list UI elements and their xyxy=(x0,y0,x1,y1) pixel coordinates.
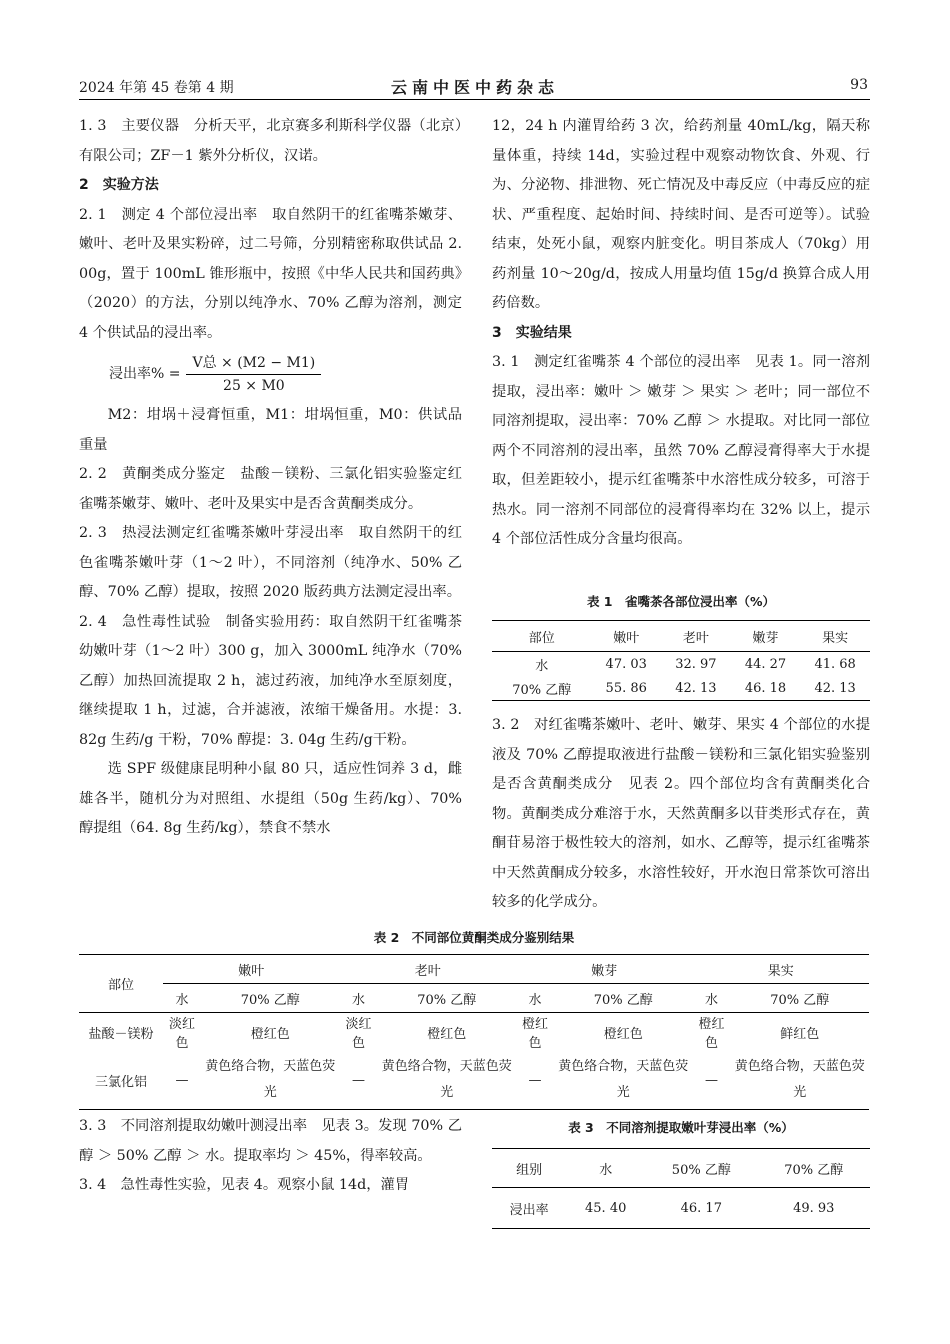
table-header-row xyxy=(492,1149,870,1188)
para-3-1: 3. 1 测定红雀嘴茶 4 个部位的浸出率 见表 1。同一溶剂提取，浸出率：嫩叶 ＞ 嫩芽 ＞ 果实 ＞ 老叶；同一部位不同溶剂提取，浸出率：70% 乙醇 ＞ 水提取。对比同一部位两个不同溶剂的浸出率，虽然 70% 乙醇浸膏得率大于水提取，但差距较小，提示红雀嘴茶中水溶性成分较多，可溶于热水。同一溶剂不同部位的浸膏得率均在 32% 以上，提示 4 个部位活性成分含量均很高。 xyxy=(492,354,870,547)
formula-numerator: V总 × (M2 − M1) xyxy=(186,352,321,375)
table-group-header: 老叶 xyxy=(339,955,515,984)
table-cell: 橙红色 xyxy=(521,1017,548,1051)
table-row xyxy=(492,652,870,677)
table-cell: 47. 03 xyxy=(605,656,647,672)
table-cell: 橙红色 xyxy=(603,1026,643,1042)
table-cell: 42. 13 xyxy=(675,680,717,696)
table-1-caption: 表 1 雀嘴茶各部位浸出率（%） xyxy=(586,594,776,609)
table-1-grid xyxy=(492,620,870,701)
table-subheader-cell: 水 xyxy=(351,992,365,1008)
table-header-cell: 70% 乙醇 xyxy=(784,1162,844,1178)
table-header-cell: 组别 xyxy=(516,1162,543,1178)
table-subheader-cell: 水 xyxy=(528,992,542,1008)
table-cell: 橙红色 xyxy=(427,1026,467,1042)
table-cell: 橙红色 xyxy=(698,1017,725,1051)
right-column xyxy=(492,112,870,555)
table-row xyxy=(79,1013,869,1052)
table-row xyxy=(492,1188,870,1229)
table-group-header: 果实 xyxy=(692,955,869,984)
table-cell: 46. 17 xyxy=(680,1200,722,1216)
page-header xyxy=(0,0,950,100)
table-subheader-row xyxy=(79,984,869,1013)
table-cell: 淡红色 xyxy=(345,1017,372,1051)
table-2-caption: 表 2 不同部位黄酮类成分鉴别结果 xyxy=(373,930,575,945)
table-cell: 黄色络合物，天蓝色荧光 xyxy=(734,1059,865,1100)
table-cell: 黄色络合物，天蓝色荧光 xyxy=(381,1059,512,1100)
table-cell: 水 xyxy=(535,658,549,674)
table-2-grid xyxy=(79,954,869,1110)
section-3-heading: 3 实验结果 xyxy=(492,324,572,341)
table-subheader-cell: 70% 乙醇 xyxy=(593,992,653,1008)
table-cell: 45. 40 xyxy=(585,1200,627,1216)
table-cell: 淡红色 xyxy=(168,1017,195,1051)
table-subheader-cell: 70% 乙醇 xyxy=(417,992,477,1008)
table-cell: 49. 93 xyxy=(793,1200,835,1216)
formula-lhs: 浸出率% = xyxy=(109,365,181,382)
formula-denominator: 25 × M0 xyxy=(223,378,285,394)
issue-info: 2024 年第 45 卷第 4 期 xyxy=(79,80,234,96)
para-3-4: 3. 4 急性毒性实验，见表 4。观察小鼠 14d，灌胃 xyxy=(79,1177,410,1193)
table-row xyxy=(79,1051,869,1110)
table-row-label: 三氯化铝 xyxy=(94,1074,147,1090)
table-corner-cell: 部位 xyxy=(79,955,163,1013)
table-cell: 32. 97 xyxy=(675,656,717,672)
table-cell: 55. 86 xyxy=(605,680,647,696)
para-2-2: 2. 2 黄酮类成分鉴定 盐酸－镁粉、三氯化铝实验鉴定红雀嘴茶嫩芽、嫩叶、老叶及果实中是否含黄酮类成分。 xyxy=(79,466,462,512)
table-cell: — xyxy=(528,1072,542,1088)
journal-title: 云南中医中药杂志 xyxy=(390,78,559,97)
table-cell: — xyxy=(704,1072,718,1088)
table-header-cell: 水 xyxy=(599,1162,613,1178)
table-subheader-cell: 70% 乙醇 xyxy=(770,992,830,1008)
table-cell: 42. 13 xyxy=(814,680,856,696)
para-3-3: 3. 3 不同溶剂提取幼嫩叶测浸出率 见表 3。发现 70% 乙醇 ＞ 50% 乙醇 ＞ 水。提取率均 ＞ 45%，得率较高。 xyxy=(79,1118,462,1164)
page-number: 93 xyxy=(850,77,868,93)
para-2-1: 2. 1 测定 4 个部位浸出率 取自然阴干的红雀嘴茶嫩芽、嫩叶、老叶及果实粉碎，过二号筛，分别精密称取供试品 2. 00g，置于 100mL 锥形瓶中，按照《中华人民共和国药典》（2020）的方法，分别以纯净水、70% 乙醇为溶剂，测定 4 个供试品的浸出率。 xyxy=(79,206,462,341)
table-header-cell: 嫩叶 xyxy=(613,630,640,646)
table-3-grid xyxy=(492,1148,870,1229)
formula-fraction xyxy=(186,352,321,397)
table-subheader-cell: 70% 乙醇 xyxy=(240,992,300,1008)
table-subheader-cell: 水 xyxy=(175,992,189,1008)
table-subheader-cell: 水 xyxy=(704,992,718,1008)
table-cell: 黄色络合物，天蓝色荧光 xyxy=(205,1059,336,1100)
table-group-header: 嫩芽 xyxy=(516,955,692,984)
table-cell: 41. 68 xyxy=(814,656,856,672)
table-row-label: 盐酸－镁粉 xyxy=(88,1026,154,1042)
table-cell: 鲜红色 xyxy=(780,1026,820,1042)
table-header-cell: 果实 xyxy=(822,630,849,646)
table-cell: 44. 27 xyxy=(744,656,787,672)
table-cell: 浸出率 xyxy=(509,1202,549,1218)
para-3-2: 3. 2 对红雀嘴茶嫩叶、老叶、嫩芽、果实 4 个部位的水提液及 70% 乙醇提取液进行盐酸－镁粉和三氯化铝实验鉴别是否含黄酮类成分 见表 2。四个部位均含有黄酮类化合物。黄酮类成分难溶于水，天然黄酮多以苷类形式存在，黄酮苷易溶于极性较大的溶剂，如水、乙醇等，提示红雀嘴茶中天然黄酮成分较多，水溶性较好，开水泡日常茶饮可溶出较多的化学成分。 xyxy=(492,717,870,910)
para-spf-mice: 选 SPF 级健康昆明种小鼠 80 只，适应性饲养 3 d，雌雄各半，随机分为对照组、水提组（50g 生药/kg）、70% 醇提组（64. 8g 生药/kg），禁食不禁水 xyxy=(79,761,462,836)
table-cell: 46. 18 xyxy=(744,680,787,696)
table-cell: 橙红色 xyxy=(250,1026,290,1042)
table-header-cell: 50% 乙醇 xyxy=(671,1162,731,1178)
table-cell: — xyxy=(175,1072,189,1088)
table-header-row xyxy=(79,955,869,984)
extraction-rate-formula xyxy=(109,352,462,397)
table-1 xyxy=(492,592,870,918)
table-group-header: 嫩叶 xyxy=(163,955,339,984)
table-3-caption: 表 3 不同溶剂提取嫩叶芽浸出率（%） xyxy=(568,1120,794,1135)
table-header-row xyxy=(492,621,870,652)
formula-note: M2：坩埚＋浸膏恒重，M1：坩埚恒重，M0：供试品重量 xyxy=(79,407,463,453)
para-1-3: 1. 3 主要仪器 分析天平，北京赛多利斯科学仪器（北京）有限公司；ZF－1 紫外分析仪，汉诺。 xyxy=(79,118,462,164)
table-3 xyxy=(492,1118,870,1229)
header-rule xyxy=(79,99,870,100)
left-column xyxy=(79,112,462,844)
section-2-heading: 2 实验方法 xyxy=(79,177,159,193)
table-header-cell: 部位 xyxy=(528,630,555,646)
table-row xyxy=(492,676,870,701)
table-2 xyxy=(79,928,869,1110)
para-2-4: 2. 4 急性毒性试验 制备实验用药：取自然阴干红雀嘴茶幼嫩叶芽（1～2 叶）300 g，加入 3000mL 纯净水（70% 乙醇）加热回流提取 2 h，滤过药液，加纯净水至原刻度，继续提取 1 h，过滤，合并滤液，浓缩干燥备用。水提：3. 82g 生药/g 干粉，70% 醇提：3. 04g 生药/g干粉。 xyxy=(79,613,462,748)
para-2-3: 2. 3 热浸法测定红雀嘴茶嫩叶芽浸出率 取自然阴干的红色雀嘴茶嫩叶芽（1～2 叶），不同溶剂（纯净水、50% 乙醇、70% 乙醇）提取，按照 2020 版药典方法测定浸出率。 xyxy=(79,525,462,600)
table-header-cell: 老叶 xyxy=(682,630,709,646)
table-header-cell: 嫩芽 xyxy=(752,630,779,646)
left-column-bottom xyxy=(79,1112,462,1201)
para-continued: 12，24 h 内灌胃给药 3 次，给药剂量 40mL/kg，隔天称量体重，持续 14d，实验过程中观察动物饮食、外观、行为、分泌物、排泄物、死亡情况及中毒反应（中毒反应的症状、严重程度、起始时间、持续时间、是否可逆等）。试验结束，处死小鼠，观察内脏变化。明目茶成人（70kg）用药剂量 10～20g/d，按成人用量均值 15g/d 换算合成人用药倍数。 xyxy=(492,118,870,311)
table-cell: 黄色络合物，天蓝色荧光 xyxy=(558,1059,689,1100)
table-cell: 70% 乙醇 xyxy=(512,682,572,698)
table-cell: — xyxy=(351,1072,365,1088)
